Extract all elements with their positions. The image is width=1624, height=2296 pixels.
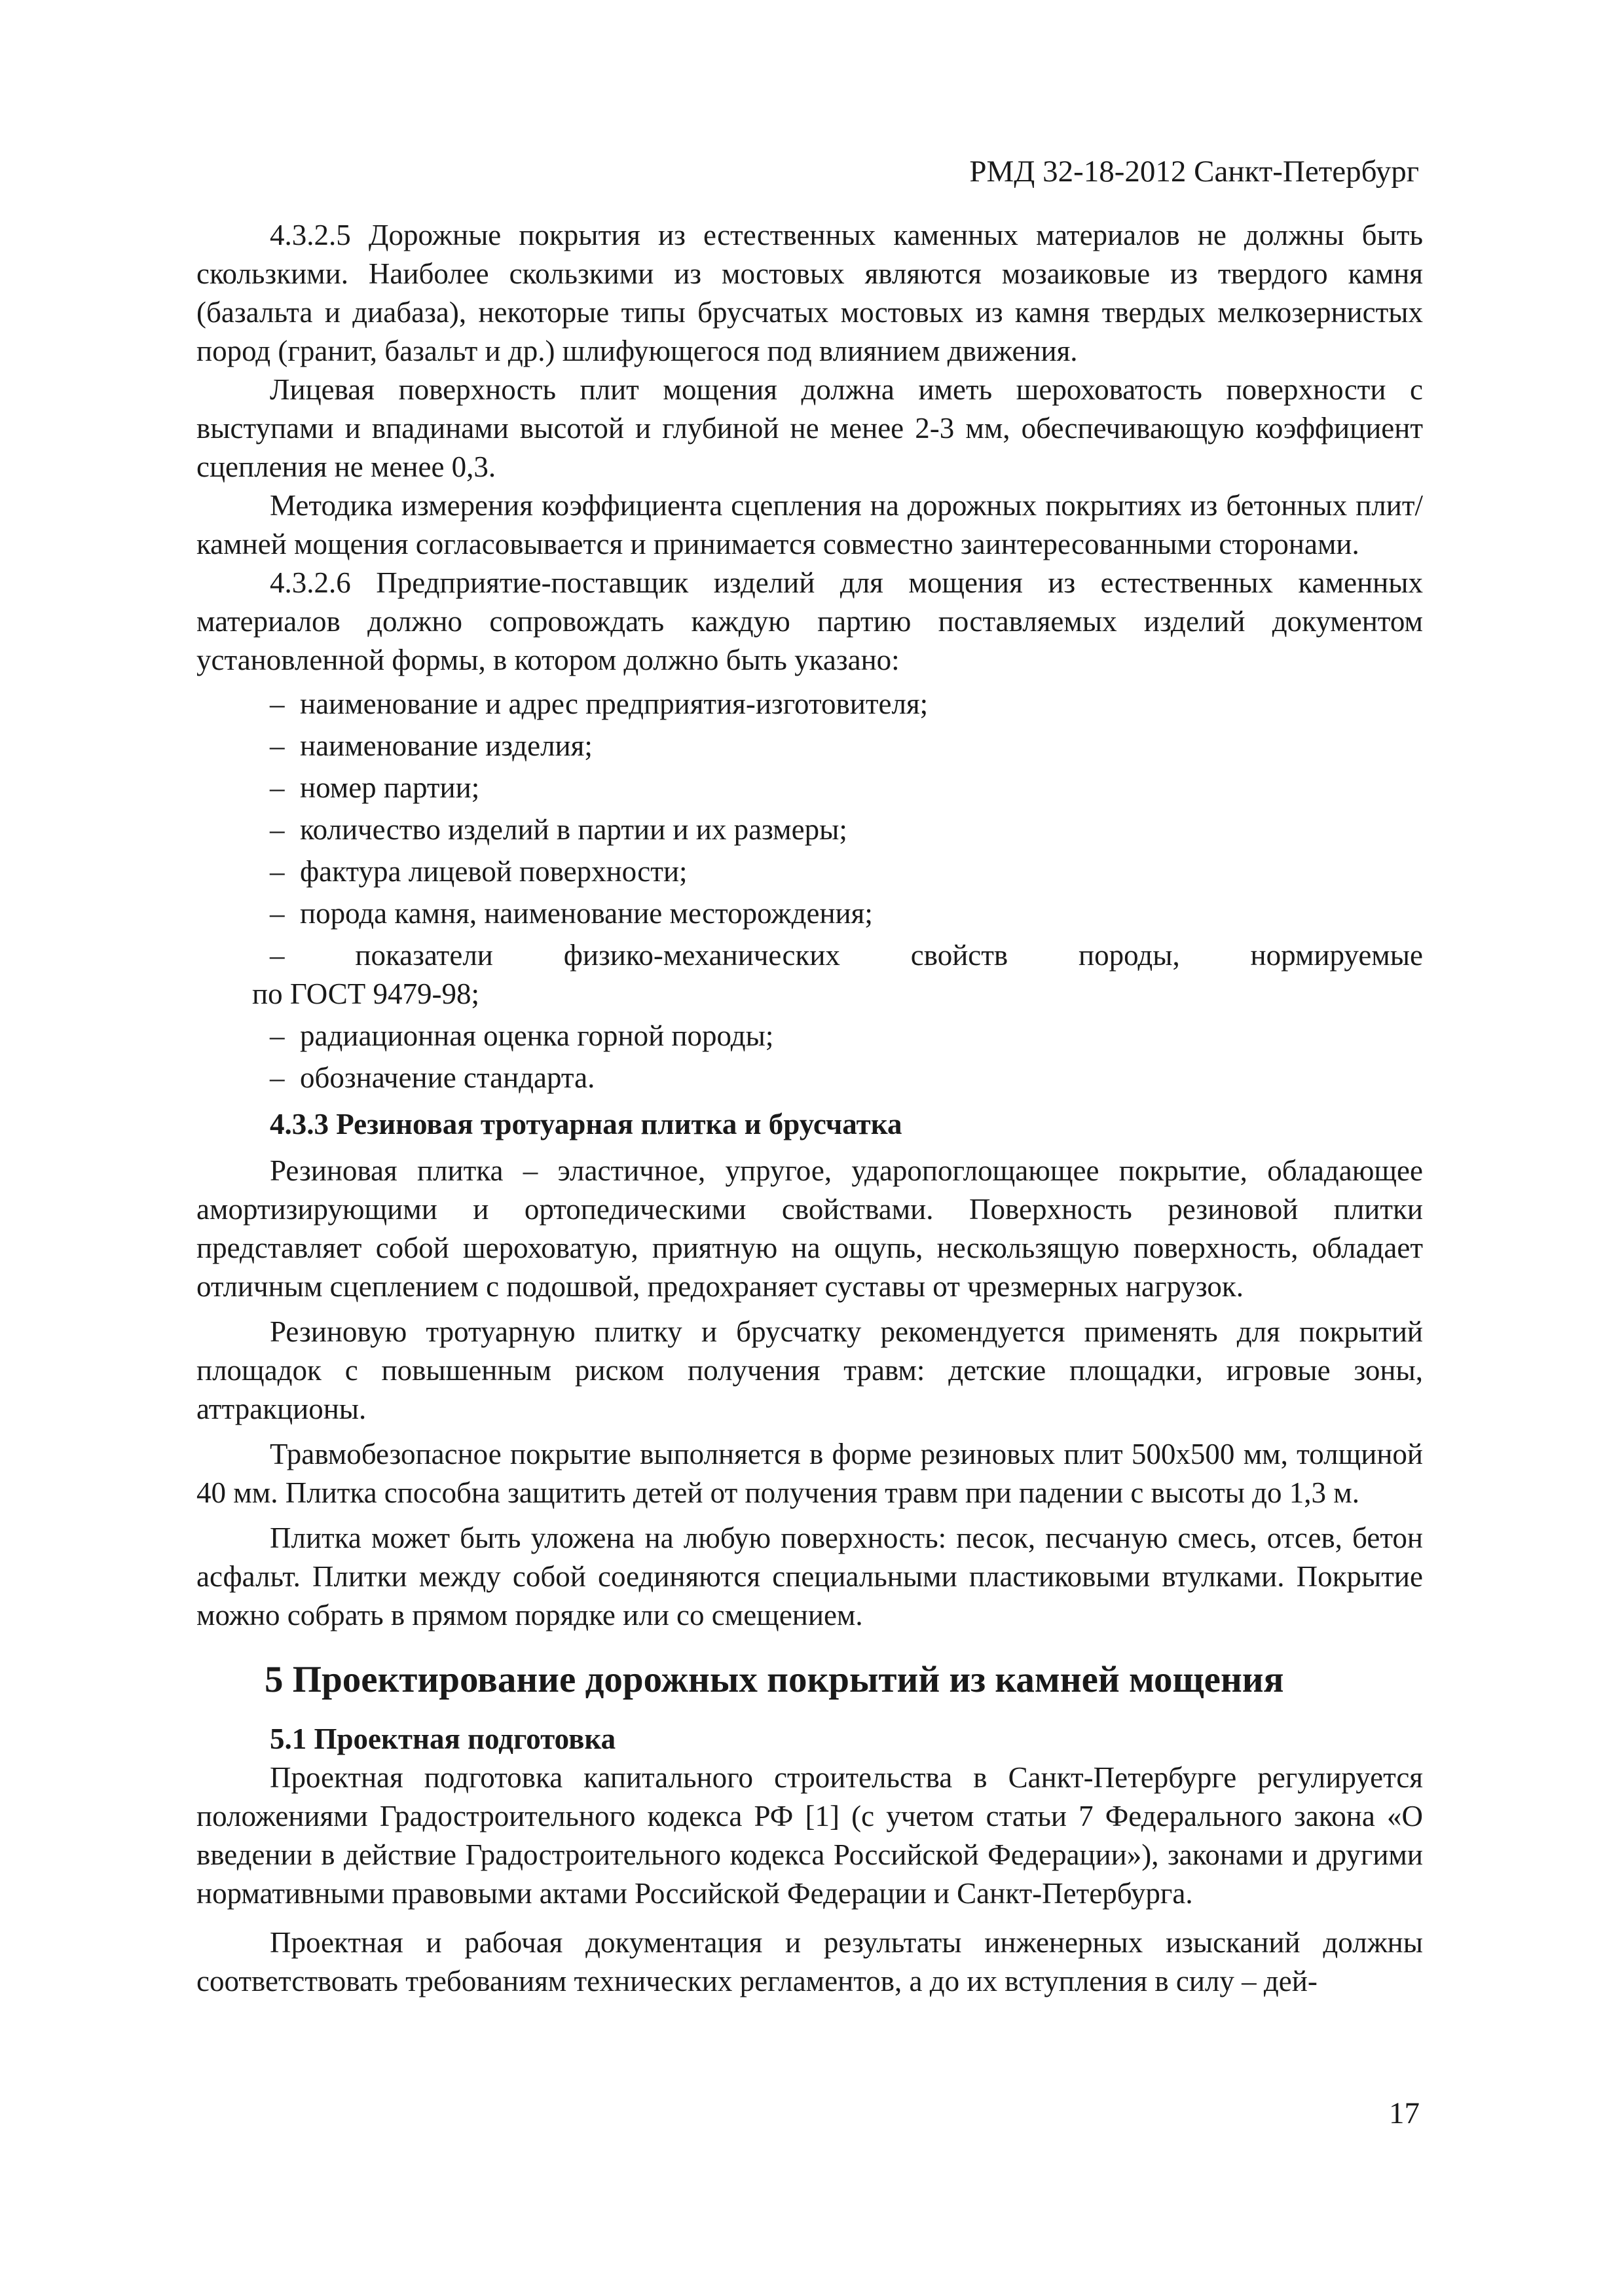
list-item-text: обозначение стандарта. [300,1061,595,1094]
list-item [196,769,1423,807]
page-body [196,216,1423,2001]
paragraph-4-3-2-5: 4.3.2.5 Дорожные покрытия из естественных каменных материалов не должны быть скользкими. Наиболее скользкими из мостовых являются мозаиковые из твердого камня (базальта и диабаза), некоторые типы брусчатых мостовых из камня твердых мелкозернистых пород (гранит, базальт и др.) шлифующегося под влиянием движения. [196,219,1423,367]
list-item-text: количество изделий в партии и их размеры; [300,813,847,846]
list-item [196,894,1423,933]
list-dash: – [270,1019,285,1052]
list-item [196,727,1423,765]
paragraph-5-1-b: Проектная и рабочая документация и результаты инженерных изысканий должны соответствовать требованиям технических регламентов, а до их вступления в силу – дей- [196,1926,1423,1997]
list-item [196,685,1423,723]
list-dash: – [270,771,285,804]
paragraph-method: Методика измерения коэффициента сцепления на дорожных покрытиях из бетонных плит/камней мощения согласовывается и принимается совместно заинтересованными сторонами. [196,489,1423,560]
paragraph-rubber-tile: Резиновая плитка – эластичное, упругое, ударопоглощающее покрытие, обладающее амортизирующими и ортопедическими свойствами. Поверхность резиновой плитки представляет собой шероховатую, приятную на ощупь, нескользящую поверхность, обладает отличным сцеплением с подошвой, предохраняет суставы от чрезмерных нагрузок. [196,1154,1423,1303]
paragraph-rubber-lay: Плитка может быть уложена на любую поверхность: песок, песчаную смесь, отсев, бетон асфальт. Плитки между собой соединяются специальными пластиковыми втулками. Покрытие можно собрать в прямом порядке или со смещением. [196,1522,1423,1631]
list-item [196,1059,1423,1097]
document-requirements-list [196,685,1423,1097]
list-dash: – [270,729,285,762]
list-dash: – [270,813,285,846]
section-heading-5: 5 Проектирование дорожных покрытий из камней мощения [265,1659,1284,1700]
running-header: РМД 32-18-2012 Санкт-Петербург [969,155,1419,189]
paragraph-face-surface: Лицевая поверхность плит мощения должна иметь шероховатость поверхности с выступами и впадинами высотой и глубиной не менее 2-3 мм, обеспечивающую коэффициент сцепления не менее 0,3. [196,373,1423,483]
subsection-heading-5-1: 5.1 Проектная подготовка [270,1722,616,1755]
paragraph-rubber-safe: Травмобезопасное покрытие выполняется в форме резиновых плит 500x500 мм, толщиной 40 мм. Плитка способна защитить детей от получения травм при падении с высоты до 1,3 м. [196,1438,1423,1509]
list-dash: – [270,855,285,888]
list-dash: – [270,687,285,720]
list-item [196,1017,1423,1055]
paragraph-rubber-use: Резиновую тротуарную плитку и брусчатку рекомендуется применять для покрытий площадок с повышенным риском получения травм: детские площадки, игровые зоны, аттракционы. [196,1315,1423,1425]
list-item-text: фактура лицевой поверхности; [300,855,688,888]
list-item-text: номер партии; [300,771,480,804]
subsection-heading-4-3-3: 4.3.3 Резиновая тротуарная плитка и брусчатка [270,1108,902,1140]
list-item [196,852,1423,891]
list-item-gost-line2: по ГОСТ 9479-98; [252,977,480,1010]
list-dash: – [270,1061,285,1094]
list-item [196,811,1423,849]
paragraph-5-1-a: Проектная подготовка капитального строительства в Санкт-Петербурге регулируется положениями Градостроительного кодекса РФ [1] (с учетом статьи 7 Федерального закона «О введении в действие Градостроительного кодекса Российской Федерации»), законами и другими нормативными правовыми актами Российской Федерации и Санкт-Петербурга. [196,1761,1423,1910]
list-dash: – [270,897,285,930]
list-item-text: наименование изделия; [300,729,593,762]
list-item-text: порода камня, наименование месторождения; [300,897,873,930]
list-item-text: радиационная оценка горной породы; [300,1019,774,1052]
page-number: 17 [1389,2096,1420,2130]
list-item-gost-line1: – показатели физико-механических свойств породы, нормируемые [270,939,1423,972]
list-item-text: наименование и адрес предприятия-изготовителя; [300,687,929,720]
paragraph-4-3-2-6: 4.3.2.6 Предприятие-поставщик изделий для мощения из естественных каменных материалов должно сопровождать каждую партию поставляемых изделий документом установленной формы, в котором должно быть указано: [196,566,1423,676]
